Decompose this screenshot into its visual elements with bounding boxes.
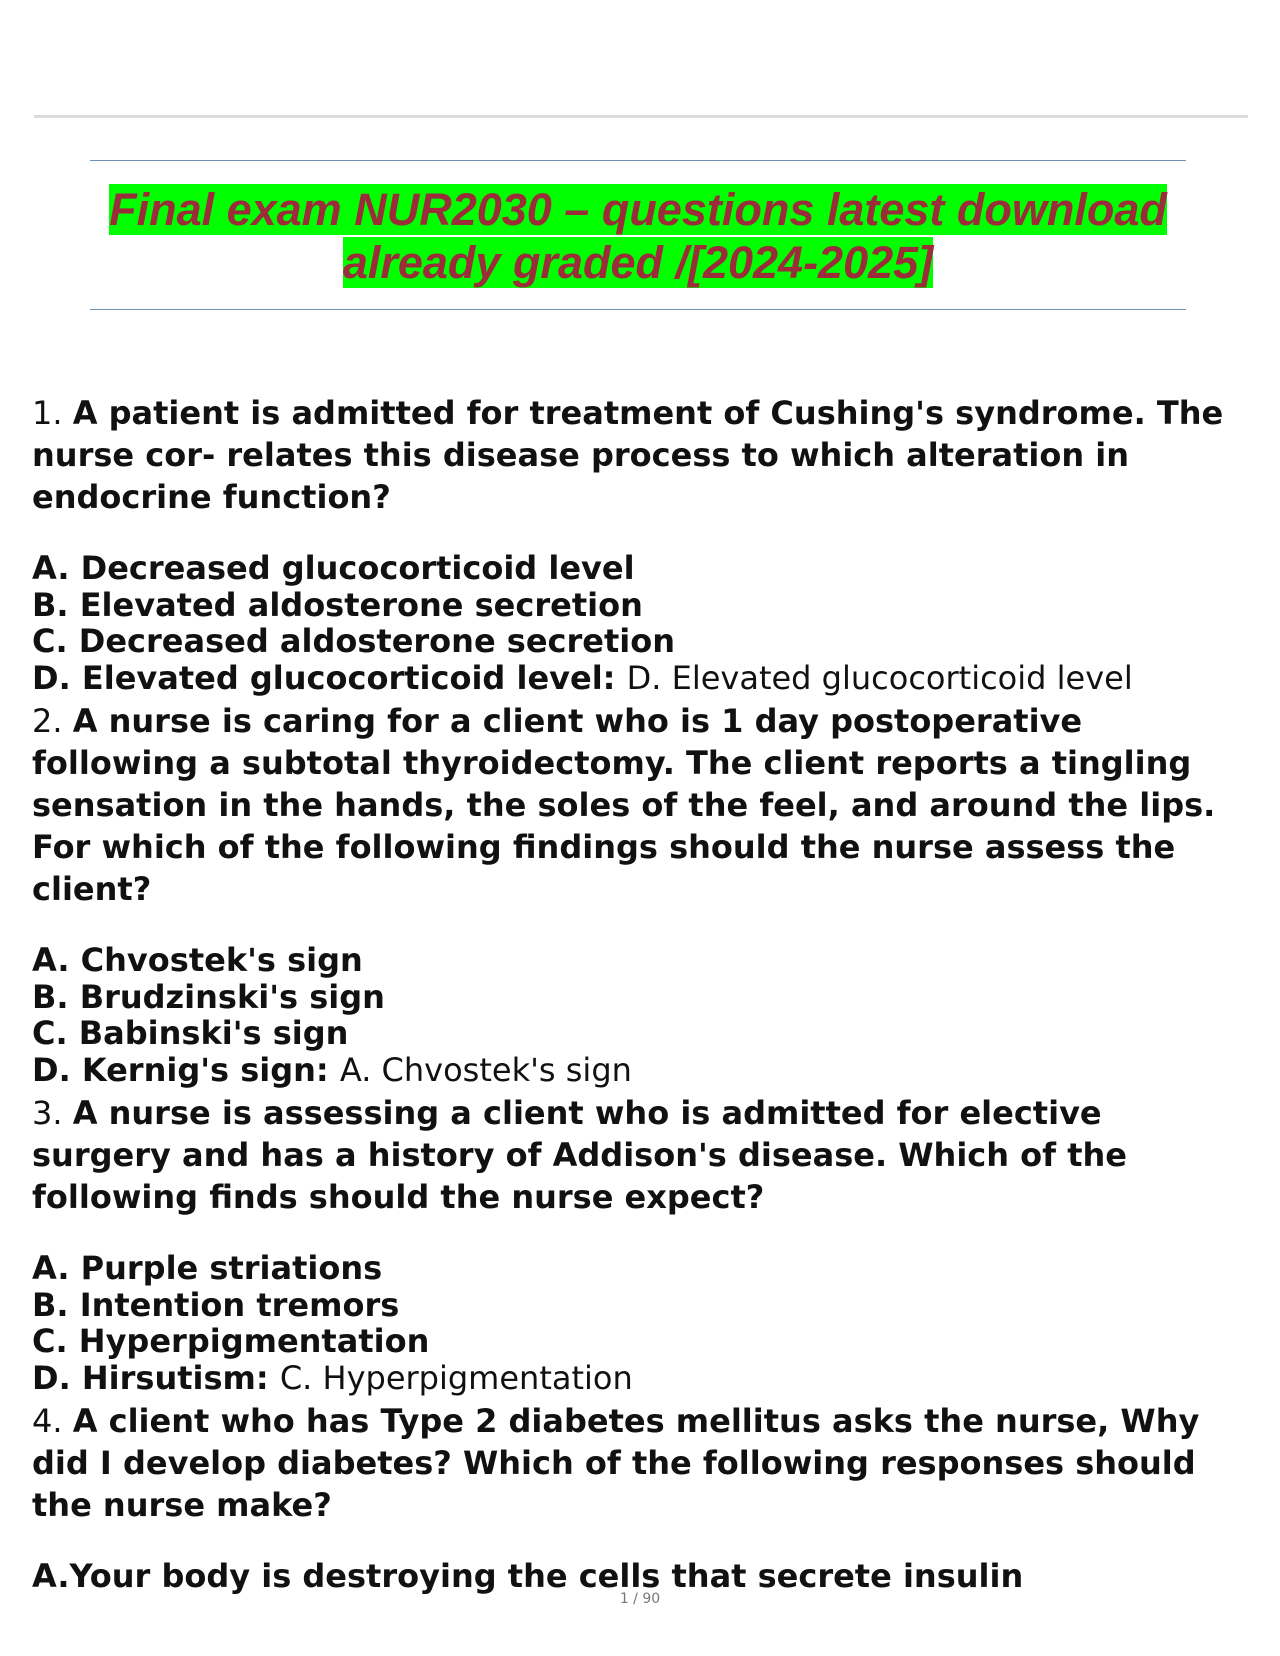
option-text: Kernig's sign: <box>81 1050 329 1089</box>
page-number: 1 / 90 <box>619 1591 661 1607</box>
question-text: A client who has Type 2 diabetes mellitus asks the nurse, Why did I develop diabetes? Which of the following responses should the nurse make? <box>32 1402 1200 1524</box>
option-text: Elevated aldosterone secretion <box>79 585 643 624</box>
answer-option <box>32 623 1250 660</box>
option-text: Intention tremors <box>79 1285 400 1324</box>
answer-option <box>32 1250 1250 1287</box>
question-stem <box>32 392 1250 518</box>
option-key: D. <box>32 1050 71 1089</box>
question-stem <box>32 1400 1250 1526</box>
option-text: Decreased glucocorticoid level <box>80 549 635 587</box>
answer-option <box>32 550 1250 587</box>
option-key: A. <box>32 1249 70 1287</box>
option-text: Decreased aldosterone secretion <box>78 622 676 660</box>
answer-option <box>32 1323 1250 1360</box>
question-number: 3. <box>32 1094 63 1132</box>
correct-answer: A. Chvostek's sign <box>339 1050 632 1089</box>
question-block <box>32 392 1250 696</box>
answer-option <box>32 942 1250 979</box>
title-line-1: Final exam NUR2030 – questions latest download <box>109 184 1167 235</box>
option-text: Hirsutism: <box>81 1358 269 1397</box>
document-title <box>90 183 1186 289</box>
option-key: D. <box>32 658 71 697</box>
option-key: A. <box>32 1557 70 1595</box>
option-text: Babinski's sign <box>78 1014 349 1052</box>
answer-option <box>32 1558 1250 1595</box>
option-key: C. <box>32 1014 68 1052</box>
option-key: B. <box>32 1285 69 1324</box>
answer-option <box>32 1052 1250 1089</box>
correct-answer: C. Hyperpigmentation <box>279 1358 633 1397</box>
option-key: C. <box>32 622 68 660</box>
answer-option <box>32 979 1250 1016</box>
question-text: A nurse is assessing a client who is admitted for elective surgery and has a history of Addison's disease. Which of the following finds should the nurse expect? <box>32 1094 1127 1216</box>
option-key: B. <box>32 977 69 1016</box>
question-number: 2. <box>32 702 63 740</box>
question-block <box>32 1400 1250 1595</box>
option-key: C. <box>32 1322 68 1360</box>
question-text: A patient is admitted for treatment of Cushing's syndrome. The nurse cor- relates this disease process to which alteration in endocrine function? <box>32 394 1224 516</box>
document-title-block <box>90 160 1186 310</box>
option-text: Chvostek's sign <box>80 941 363 979</box>
question-stem <box>32 700 1250 910</box>
answer-option <box>32 587 1250 624</box>
question-text: A nurse is caring for a client who is 1 day postoperative following a subtotal thyroidectomy. The client reports a tingling sensation in the hands, the soles of the feel, and around the lips. For which of the following findings should the nurse assess the client? <box>32 702 1216 908</box>
answer-option <box>32 1287 1250 1324</box>
answer-option <box>32 660 1250 697</box>
option-key: D. <box>32 1358 71 1397</box>
page-top-rule <box>34 115 1248 118</box>
question-stem <box>32 1092 1250 1218</box>
option-key: A. <box>32 941 70 979</box>
question-block <box>32 1092 1250 1396</box>
question-number: 4. <box>32 1402 63 1440</box>
question-number: 1. <box>32 394 63 432</box>
option-text: Hyperpigmentation <box>78 1322 430 1360</box>
question-block <box>32 700 1250 1088</box>
answer-option <box>32 1015 1250 1052</box>
answer-option <box>32 1360 1250 1397</box>
option-key: B. <box>32 585 69 624</box>
option-key: A. <box>32 549 70 587</box>
option-text: Your body is destroying the cells that secrete insulin <box>69 1557 1024 1595</box>
option-text: Purple striations <box>80 1249 383 1287</box>
option-text: Elevated glucocorticoid level: <box>81 658 616 697</box>
questions-list <box>32 392 1250 1595</box>
title-line-2: already graded /[2024-2025] <box>342 237 934 288</box>
option-text: Brudzinski's sign <box>79 977 385 1016</box>
correct-answer: D. Elevated glucocorticoid level <box>626 658 1133 697</box>
